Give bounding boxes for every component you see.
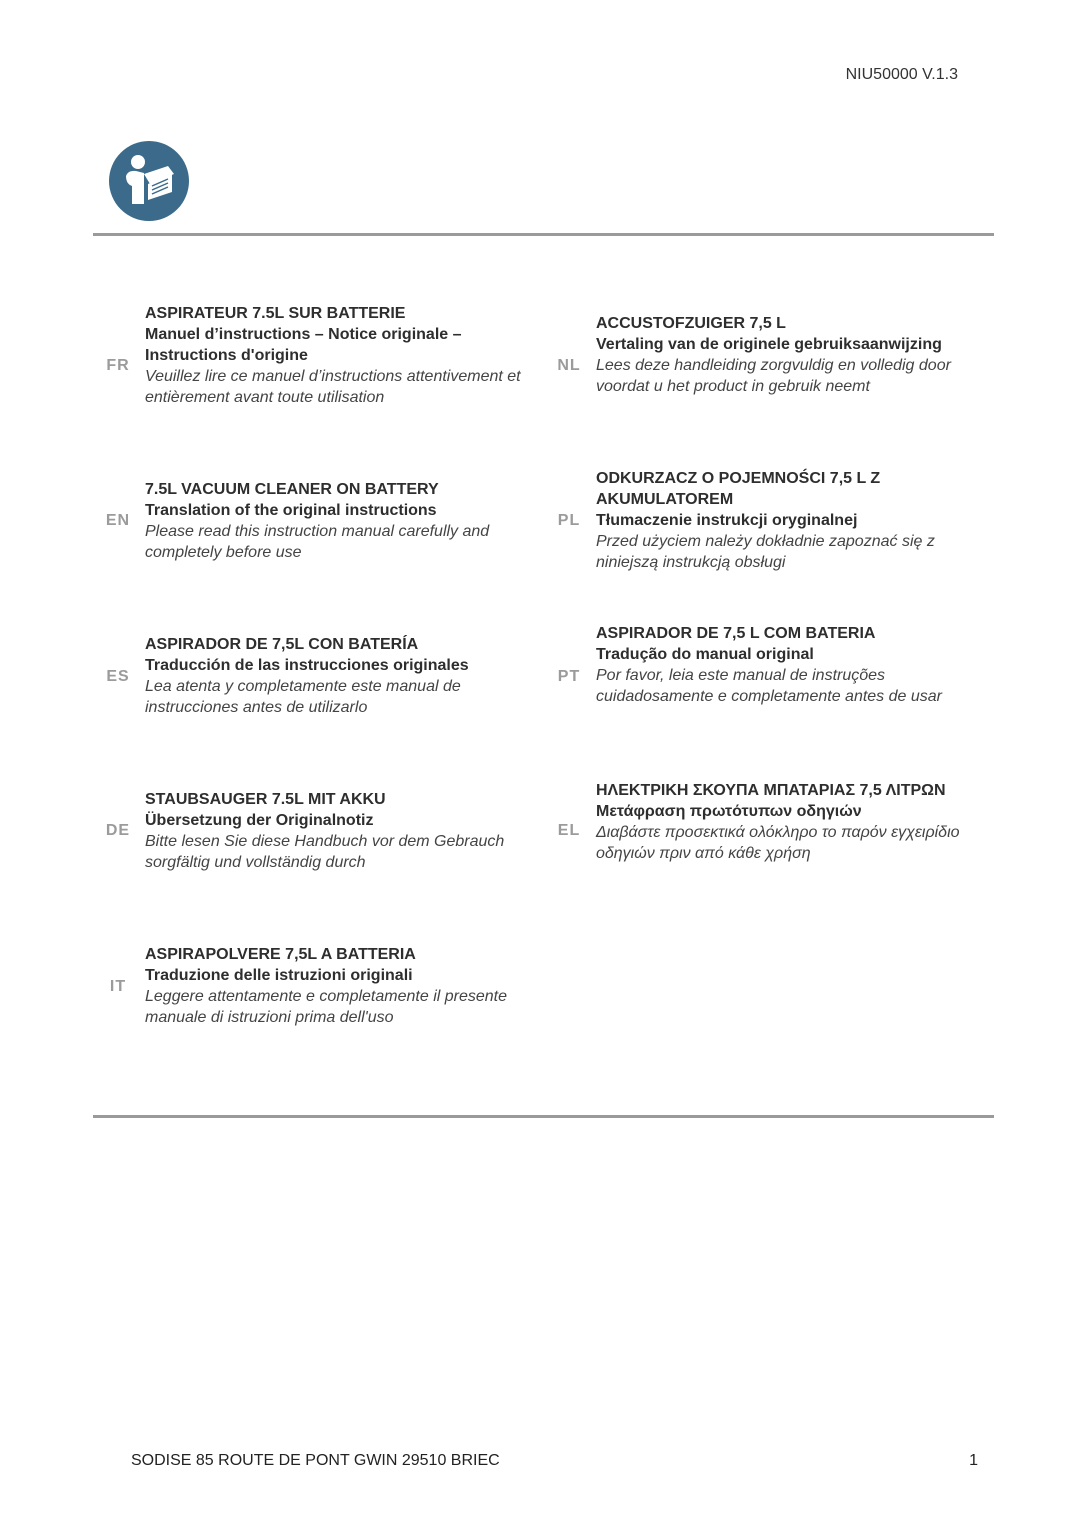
bottom-divider <box>93 1115 994 1118</box>
entry-title: STAUBSAUGER 7.5L MIT AKKU <box>145 791 386 808</box>
entry-title: ASPIRAPOLVERE 7,5L A BATTERIA <box>145 946 416 963</box>
entry-description: Bitte lesen Sie diese Handbuch vor dem Gebrauch sorgfältig und vollständig durch <box>145 833 505 871</box>
lang-code: EN <box>105 512 131 529</box>
entry-description: Veuillez lire ce manuel d’instructions attentivement et entièrement avant toute utilisation <box>145 368 521 406</box>
lang-code: FR <box>106 357 130 374</box>
entry-subtitle: Tłumaczenie instrukcji oryginalnej <box>596 512 858 529</box>
lang-code: IT <box>109 978 127 995</box>
lang-code: ES <box>106 668 130 685</box>
footer-address: SODISE 85 ROUTE DE PONT GWIN 29510 BRIEC <box>131 1452 500 1469</box>
read-manual-icon <box>108 140 190 222</box>
entry-description: Leggere attentamente e completamente il presente manuale di istruzioni prima dell'uso <box>145 988 508 1026</box>
entry-description: Lea atenta y completamente este manual de instrucciones antes de utilizarlo <box>145 678 461 716</box>
lang-code: DE <box>105 822 131 839</box>
entry-subtitle: Übersetzung der Originalnotiz <box>145 812 374 829</box>
entry-subtitle: Traducción de las instrucciones originales <box>145 657 469 674</box>
entry-description: Lees deze handleiding zorgvuldig en volledig door voordat u het product in gebruik neemt <box>596 357 951 395</box>
entry-title: ASPIRATEUR 7.5L SUR BATTERIE <box>145 305 406 322</box>
top-divider <box>93 233 994 236</box>
entry-title: ASPIRADOR DE 7,5 L COM BATERIA <box>596 625 876 642</box>
entry-title: ΗΛΕΚΤΡΙΚΗ ΣΚΟΥΠΑ ΜΠΑΤΑΡΙΑΣ 7,5 ΛΙΤΡΩΝ <box>596 782 946 799</box>
entry-title: 7.5L VACUUM CLEANER ON BATTERY <box>145 481 439 498</box>
entry-title: ODKURZACZ O POJEMNOŚCI 7,5 L Z AKUMULATOREM <box>596 470 881 508</box>
entry-description: Διαβάστε προσεκτικά ολόκληρο το παρόν εγχειρίδιο οδηγιών πριν από κάθε χρήση <box>596 824 960 862</box>
lang-code: PL <box>557 512 581 529</box>
entry-description: Przed użyciem należy dokładnie zapoznać się z niniejszą instrukcją obsługi <box>596 533 935 571</box>
entry-description: Please read this instruction manual carefully and completely before use <box>145 523 490 561</box>
document-version: NIU50000 V.1.3 <box>845 66 958 83</box>
lang-code: PT <box>557 668 581 685</box>
entry-description: Por favor, leia este manual de instruções cuidadosamente e completamente antes de usar <box>596 667 942 705</box>
entry-title: ACCUSTOFZUIGER 7,5 L <box>596 315 786 332</box>
entry-subtitle: Translation of the original instructions <box>145 502 437 519</box>
entry-subtitle: Tradução do manual original <box>596 646 814 663</box>
entry-subtitle: Μετάφραση πρωτότυπων οδηγιών <box>596 803 862 820</box>
entry-title: ASPIRADOR DE 7,5L CON BATERÍA <box>145 636 419 653</box>
entry-subtitle: Manuel d’instructions – Notice originale – Instructions d'origine <box>145 326 462 364</box>
entry-subtitle: Vertaling van de originele gebruiksaanwijzing <box>596 336 942 353</box>
entry-subtitle: Traduzione delle istruzioni originali <box>145 967 413 984</box>
lang-code: EL <box>557 822 581 839</box>
lang-code: NL <box>557 357 581 374</box>
page-number: 1 <box>969 1452 978 1469</box>
